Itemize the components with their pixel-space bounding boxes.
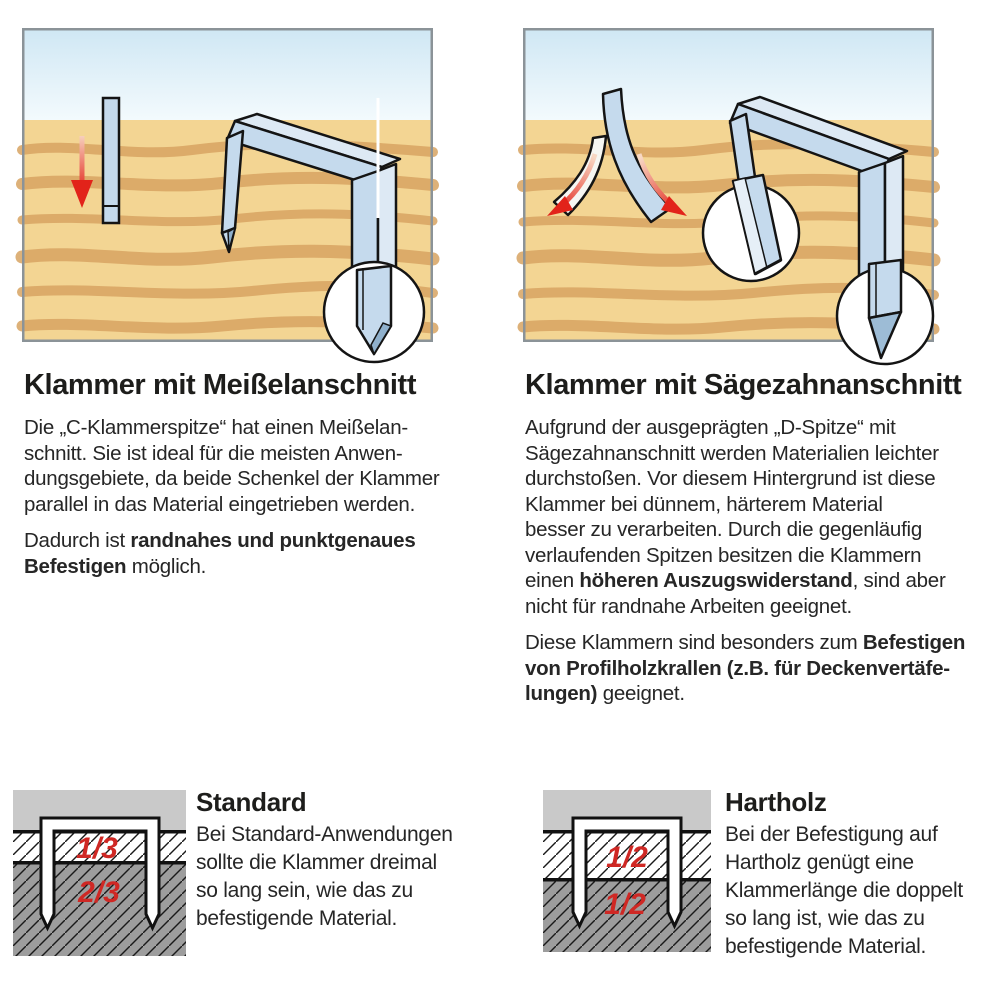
text-line: Hartholz genügt eine (725, 851, 914, 874)
fraction-label-upper: 1/2 (606, 841, 648, 874)
text-line: so lang ist, wie das zu (725, 907, 925, 930)
text-line: parallel in das Material eingetrieben werden. (24, 492, 416, 516)
sky (22, 28, 433, 120)
text-line: Diese Klammern sind besonders zum Befestigen (525, 631, 966, 654)
text-line: nicht für randnahe Arbeiten geeignet. (525, 594, 852, 618)
text-line: schnitt. Sie ist ideal für die meisten Anwen- (24, 441, 403, 465)
sky (523, 28, 934, 120)
chisel-paragraph-2 (24, 528, 416, 579)
chisel-point-illustration-panel (22, 28, 433, 378)
text-line: Bei der Befestigung auf (725, 823, 938, 846)
sawtooth-point-illustration-panel (523, 28, 934, 378)
section-heading-sawtooth: Klammer mit Sägezahnanschnitt (525, 369, 962, 401)
fraction-label-upper: 1/3 (76, 832, 118, 865)
text-line: dungsgebiete, da beide Schenkel der Klammer (24, 467, 440, 490)
hartholz-heading: Hartholz (725, 787, 827, 817)
fraction-label-lower: 1/2 (604, 888, 646, 921)
magnifier-circle-chisel-tip (324, 262, 424, 362)
standard-depth-diagram (13, 790, 186, 956)
text-line: einen höheren Auszugswiderstand, sind aber (525, 569, 946, 592)
text-line: durchstoßen. Vor diesem Hintergrund ist diese (525, 467, 936, 490)
text-line: befestigende Material. (196, 907, 398, 930)
sawtooth-paragraph-2 (525, 630, 965, 707)
section-heading-chisel: Klammer mit Meißelanschnitt (24, 369, 417, 401)
fraction-label-lower: 2/3 (78, 876, 120, 909)
hartholz-body (725, 821, 963, 961)
text-line: Befestigen möglich. (24, 554, 207, 578)
sawtooth-point-illustration (523, 28, 934, 378)
text-line: Bei Standard-Anwendungen (196, 823, 453, 846)
text-line: so lang sein, wie das zu (196, 879, 413, 902)
single-staple-leg (103, 98, 119, 223)
material-bottom-line (543, 878, 711, 882)
sawtooth-paragraph-1 (525, 415, 946, 619)
text-line: Die „C-Klammerspitze“ hat einen Meißelan- (24, 416, 408, 439)
chisel-point-illustration (22, 28, 433, 378)
hartholz-depth-diagram (543, 790, 711, 952)
text-line: verlaufenden Spitzen besitzen die Klammern (525, 543, 922, 567)
standard-body (196, 821, 453, 933)
text-line: Dadurch ist randnahes und punktgenaues (24, 529, 416, 552)
chisel-paragraph-1 (24, 415, 439, 517)
text-line: sollte die Klammer dreimal (196, 851, 437, 874)
text-line: von Profilholzkrallen (z.B. für Deckenvertäfe- (525, 656, 950, 680)
text-line: Aufgrund der ausgeprägten „D-Spitze“ mit (525, 416, 896, 439)
hartholz-depth-svg (543, 790, 711, 952)
text-line: besser zu verarbeiten. Durch die gegenläufig (525, 518, 922, 541)
text-line: befestigende Material. (725, 935, 927, 958)
text-line: Klammerlänge die doppelt (725, 879, 963, 902)
standard-depth-svg (13, 790, 186, 956)
text-line: lungen) geeignet. (525, 682, 685, 705)
text-line: Sägezahnanschnitt werden Materialien leichter (525, 441, 939, 465)
standard-heading: Standard (196, 787, 307, 817)
text-line: Klammer bei dünnem, härterem Material (525, 492, 883, 516)
